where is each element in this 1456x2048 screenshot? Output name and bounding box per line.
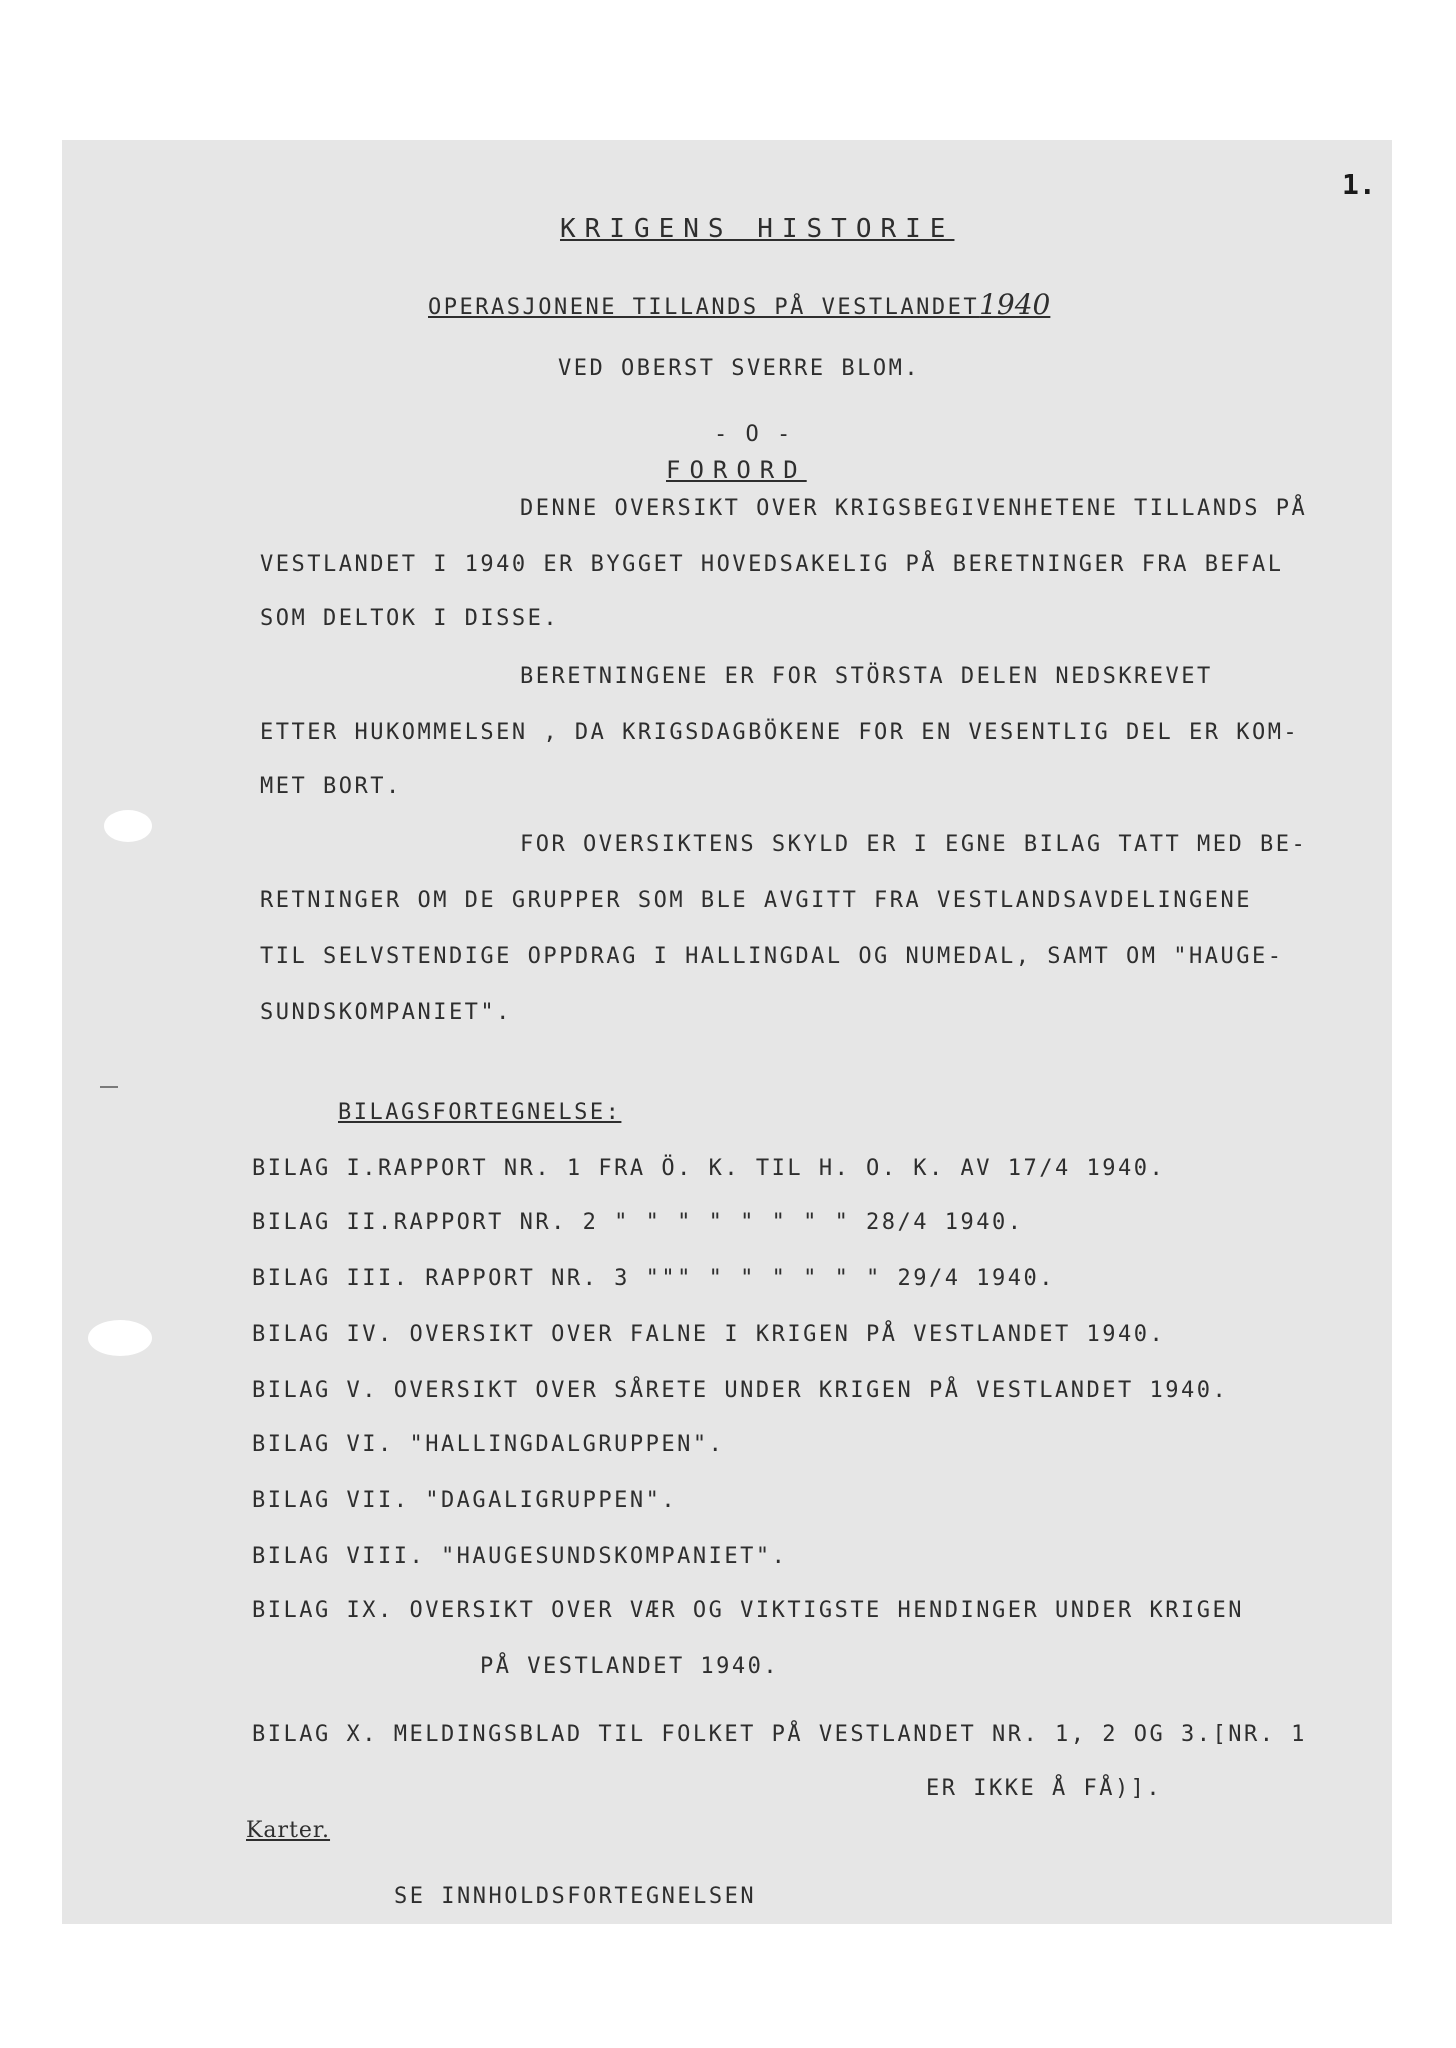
document-subtitle <box>428 288 1050 321</box>
appendix-item: BILAG V. OVERSIKT OVER SÅRETE UNDER KRIGEN PÅ VESTLANDET 1940. <box>252 1378 1229 1403</box>
preface-line: SOM DELTOK I DISSE. <box>260 606 560 631</box>
maps-heading: Karter. <box>246 1818 331 1843</box>
preface-line: BERETNINGENE ER FOR STÖRSTA DELEN NEDSKREVET <box>520 664 1213 689</box>
appendix-item: BILAG IX. OVERSIKT OVER VÆR OG VIKTIGSTE HENDINGER UNDER KRIGEN <box>252 1598 1244 1623</box>
preface-line: DENNE OVERSIKT OVER KRIGSBEGIVENHETENE TILLANDS PÅ <box>520 496 1308 521</box>
appendix-heading: BILAGSFORTEGNELSE: <box>338 1100 622 1125</box>
preface-line: RETNINGER OM DE GRUPPER SOM BLE AVGITT FRA VESTLANDSAVDELINGENE <box>260 888 1252 913</box>
preface-line: FOR OVERSIKTENS SKYLD ER I EGNE BILAG TATT MED BE- <box>520 832 1308 857</box>
subtitle-handwritten-year: 1940 <box>979 288 1051 321</box>
page-number: 1. <box>1342 168 1376 201</box>
appendix-item: BILAG IV. OVERSIKT OVER FALNE I KRIGEN PÅ VESTLANDET 1940. <box>252 1322 1166 1347</box>
appendix-item: BILAG VI. "HALLINGDALGRUPPEN". <box>252 1432 725 1457</box>
appendix-item: BILAG III. RAPPORT NR. 3 """ " " " " " " 29/4 1940. <box>252 1266 1056 1291</box>
preface-line: VESTLANDET I 1940 ER BYGGET HOVEDSAKELIG PÅ BERETNINGER FRA BEFAL <box>260 552 1284 577</box>
appendix-item: BILAG VII. "DAGALIGRUPPEN". <box>252 1488 678 1513</box>
separator: - O - <box>714 422 793 447</box>
subtitle-text: OPERASJONENE TILLANDS PÅ VESTLANDET <box>428 295 980 320</box>
preface-line: TIL SELVSTENDIGE OPPDRAG I HALLINGDAL OG NUMEDAL, SAMT OM "HAUGE- <box>260 944 1284 969</box>
appendix-item: ER IKKE Å FÅ)]. <box>926 1776 1163 1801</box>
punch-hole-bottom <box>88 1320 152 1356</box>
preface-line: MET BORT. <box>260 774 402 799</box>
appendix-item: BILAG VIII. "HAUGESUNDSKOMPANIET". <box>252 1544 788 1569</box>
preface-heading: FORORD <box>666 456 807 484</box>
appendix-item: BILAG I.RAPPORT NR. 1 FRA Ö. K. TIL H. O. K. AV 17/4 1940. <box>252 1156 1166 1181</box>
preface-line: ETTER HUKOMMELSEN , DA KRIGSDAGBÖKENE FOR EN VESENTLIG DEL ER KOM- <box>260 720 1300 745</box>
author-line: VED OBERST SVERRE BLOM. <box>558 356 921 381</box>
preface-line: SUNDSKOMPANIET". <box>260 1000 512 1025</box>
appendix-item: BILAG II.RAPPORT NR. 2 " " " " " " " " 28/4 1940. <box>252 1210 1024 1235</box>
punch-hole-top <box>104 810 152 842</box>
appendix-item: PÅ VESTLANDET 1940. <box>480 1654 780 1679</box>
maps-text: SE INNHOLDSFORTEGNELSEN <box>394 1884 757 1909</box>
margin-mark <box>100 1086 118 1088</box>
document-title: KRIGENS HISTORIE <box>560 214 955 244</box>
appendix-item: BILAG X. MELDINGSBLAD TIL FOLKET PÅ VESTLANDET NR. 1, 2 OG 3.[NR. 1 <box>252 1722 1307 1747</box>
